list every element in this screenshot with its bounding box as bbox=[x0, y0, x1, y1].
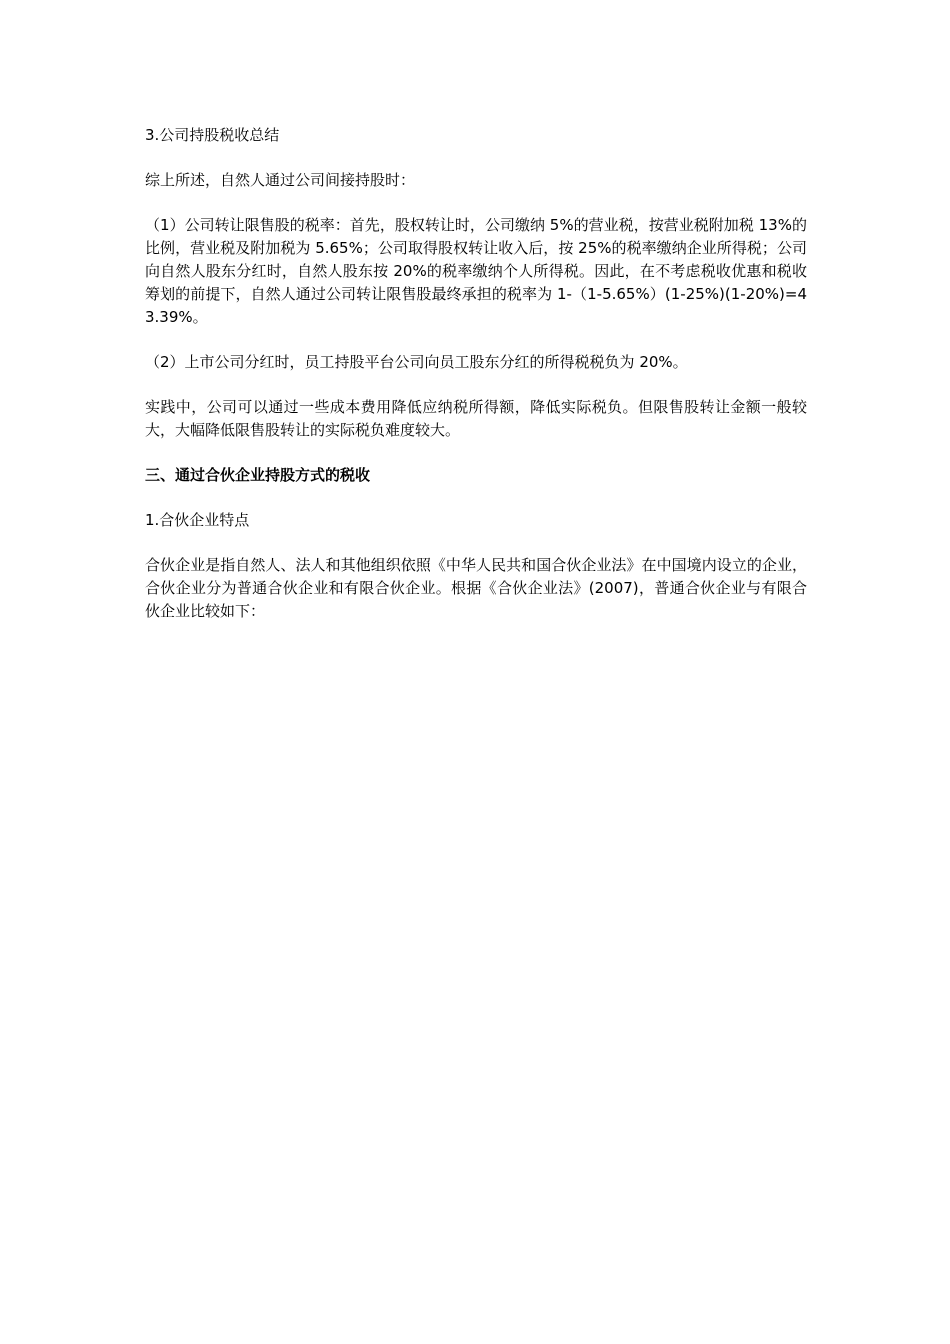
section-heading: 三、通过合伙企业持股方式的税收 bbox=[145, 466, 371, 484]
section-subheading: 3.公司持股税收总结 bbox=[145, 126, 280, 144]
subsection-heading: 1.合伙企业特点 bbox=[145, 511, 250, 529]
summary-intro: 综上所述，自然人通过公司间接持股时： bbox=[145, 171, 416, 189]
document-page bbox=[145, 124, 807, 623]
partnership-paragraph: 合伙企业是指自然人、法人和其他组织依照《中华人民共和国合伙企业法》在中国境内设立的企业，合伙企业分为普通合伙企业和有限合伙企业。根据《合伙企业法》(2007)，普通合伙企业与有限合伙企业比较如下： bbox=[145, 556, 807, 620]
point-one-paragraph: （1）公司转让限售股的税率：首先，股权转让时，公司缴纳 5%的营业税，按营业税附加税 13%的比例，营业税及附加税为 5.65%；公司取得股权转让收入后，按 25%的税率缴纳企业所得税；公司向自然人股东分红时，自然人股东按 20%的税率缴纳个人所得税。因此，在不考虑税收优惠和税收筹划的前提下，自然人通过公司转让限售股最终承担的税率为 1-（1-5.65%）(1-25%)(1-20%)=43.39%。 bbox=[145, 216, 807, 326]
practice-paragraph: 实践中，公司可以通过一些成本费用降低应纳税所得额，降低实际税负。但限售股转让金额一般较大，大幅降低限售股转让的实际税负难度较大。 bbox=[145, 398, 807, 439]
point-two-paragraph: （2）上市公司分红时，员工持股平台公司向员工股东分红的所得税税负为 20%。 bbox=[145, 353, 688, 371]
